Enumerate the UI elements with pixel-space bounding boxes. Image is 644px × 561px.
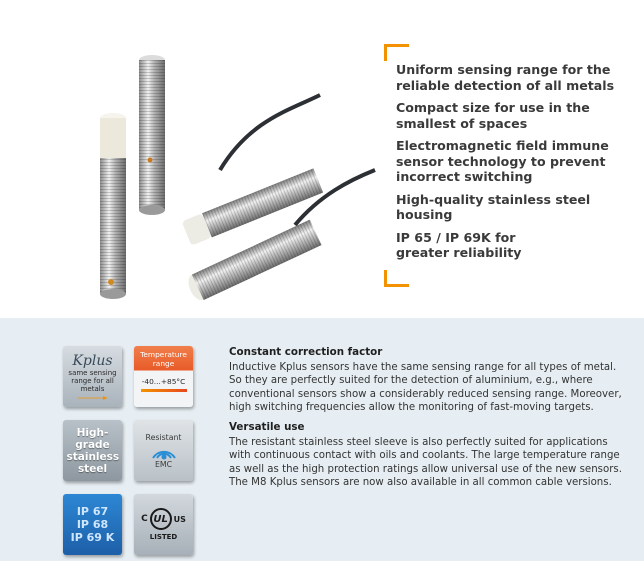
stainless-steel-badge-icon <box>63 420 122 481</box>
bracket-top-decoration <box>384 44 409 61</box>
section-heading: Versatile use <box>229 421 305 434</box>
section-body: The resistant stainless steel sleeve is also perfectly suited for applications with continuous contact with oils and coolants. The large temperature range as well as the high protection ratings allow universal use of the new sensors. The M8 Kplus sensors are now also available in all common cable versions. <box>229 437 622 489</box>
steel-badge-text: High-grade stainless steel <box>66 426 120 475</box>
ip-rating-badge-icon <box>63 494 122 555</box>
ul-us-mark: US <box>173 514 186 524</box>
feature-item: High-quality stainless steel housing <box>396 191 591 222</box>
kplus-badge-icon <box>63 346 122 407</box>
feature-list <box>396 62 636 268</box>
ip-line: IP 68 <box>76 518 109 531</box>
emc-badge-icon <box>134 420 193 481</box>
feature-item: Electromagnetic field immune sensor technology to prevent incorrect switching <box>396 138 609 184</box>
temperature-badge-value: -40...+85°C <box>141 377 186 386</box>
temperature-badge-title: Temperature range <box>140 350 187 368</box>
bracket-bottom-decoration <box>384 270 409 287</box>
section-heading: Constant correction factor <box>229 346 383 358</box>
section-body: Inductive Kplus sensors have the same sensing range for all types of metal. So they are perfectly suited for the detection of aluminium, e.g., where conventional sensors show a considerably reduced sensing range. Moreover, high switching frequencies allow the monitoring of fast-moving targets. <box>229 362 622 413</box>
temperature-badge-icon <box>134 346 193 407</box>
wireless-signal-icon <box>149 442 179 460</box>
ip-line: IP 67 <box>76 505 109 518</box>
ul-logo-icon <box>150 508 172 530</box>
ul-listed-badge-icon <box>134 494 193 555</box>
description-column <box>229 346 629 496</box>
temperature-bar <box>141 389 187 392</box>
product-photo <box>0 0 380 300</box>
feature-item: Compact size for use in the smallest of spaces <box>396 100 590 131</box>
emc-badge-title: Resistant <box>145 432 182 442</box>
ip-line: IP 69 K <box>70 531 115 544</box>
emc-badge-text: EMC <box>154 459 173 469</box>
kplus-badge-text: same sensing range for all metals <box>68 369 117 393</box>
feature-item: Uniform sensing range for the reliable detection of all metals <box>396 62 615 93</box>
feature-item: IP 65 / IP 69K for greater reliability <box>396 229 522 260</box>
kplus-logo: Kplus <box>72 353 113 369</box>
ul-logo-text: UL <box>153 513 168 525</box>
orange-arrow-icon <box>78 396 108 400</box>
ul-listed-text: LISTED <box>149 533 178 541</box>
ul-c-mark: C <box>141 514 148 524</box>
